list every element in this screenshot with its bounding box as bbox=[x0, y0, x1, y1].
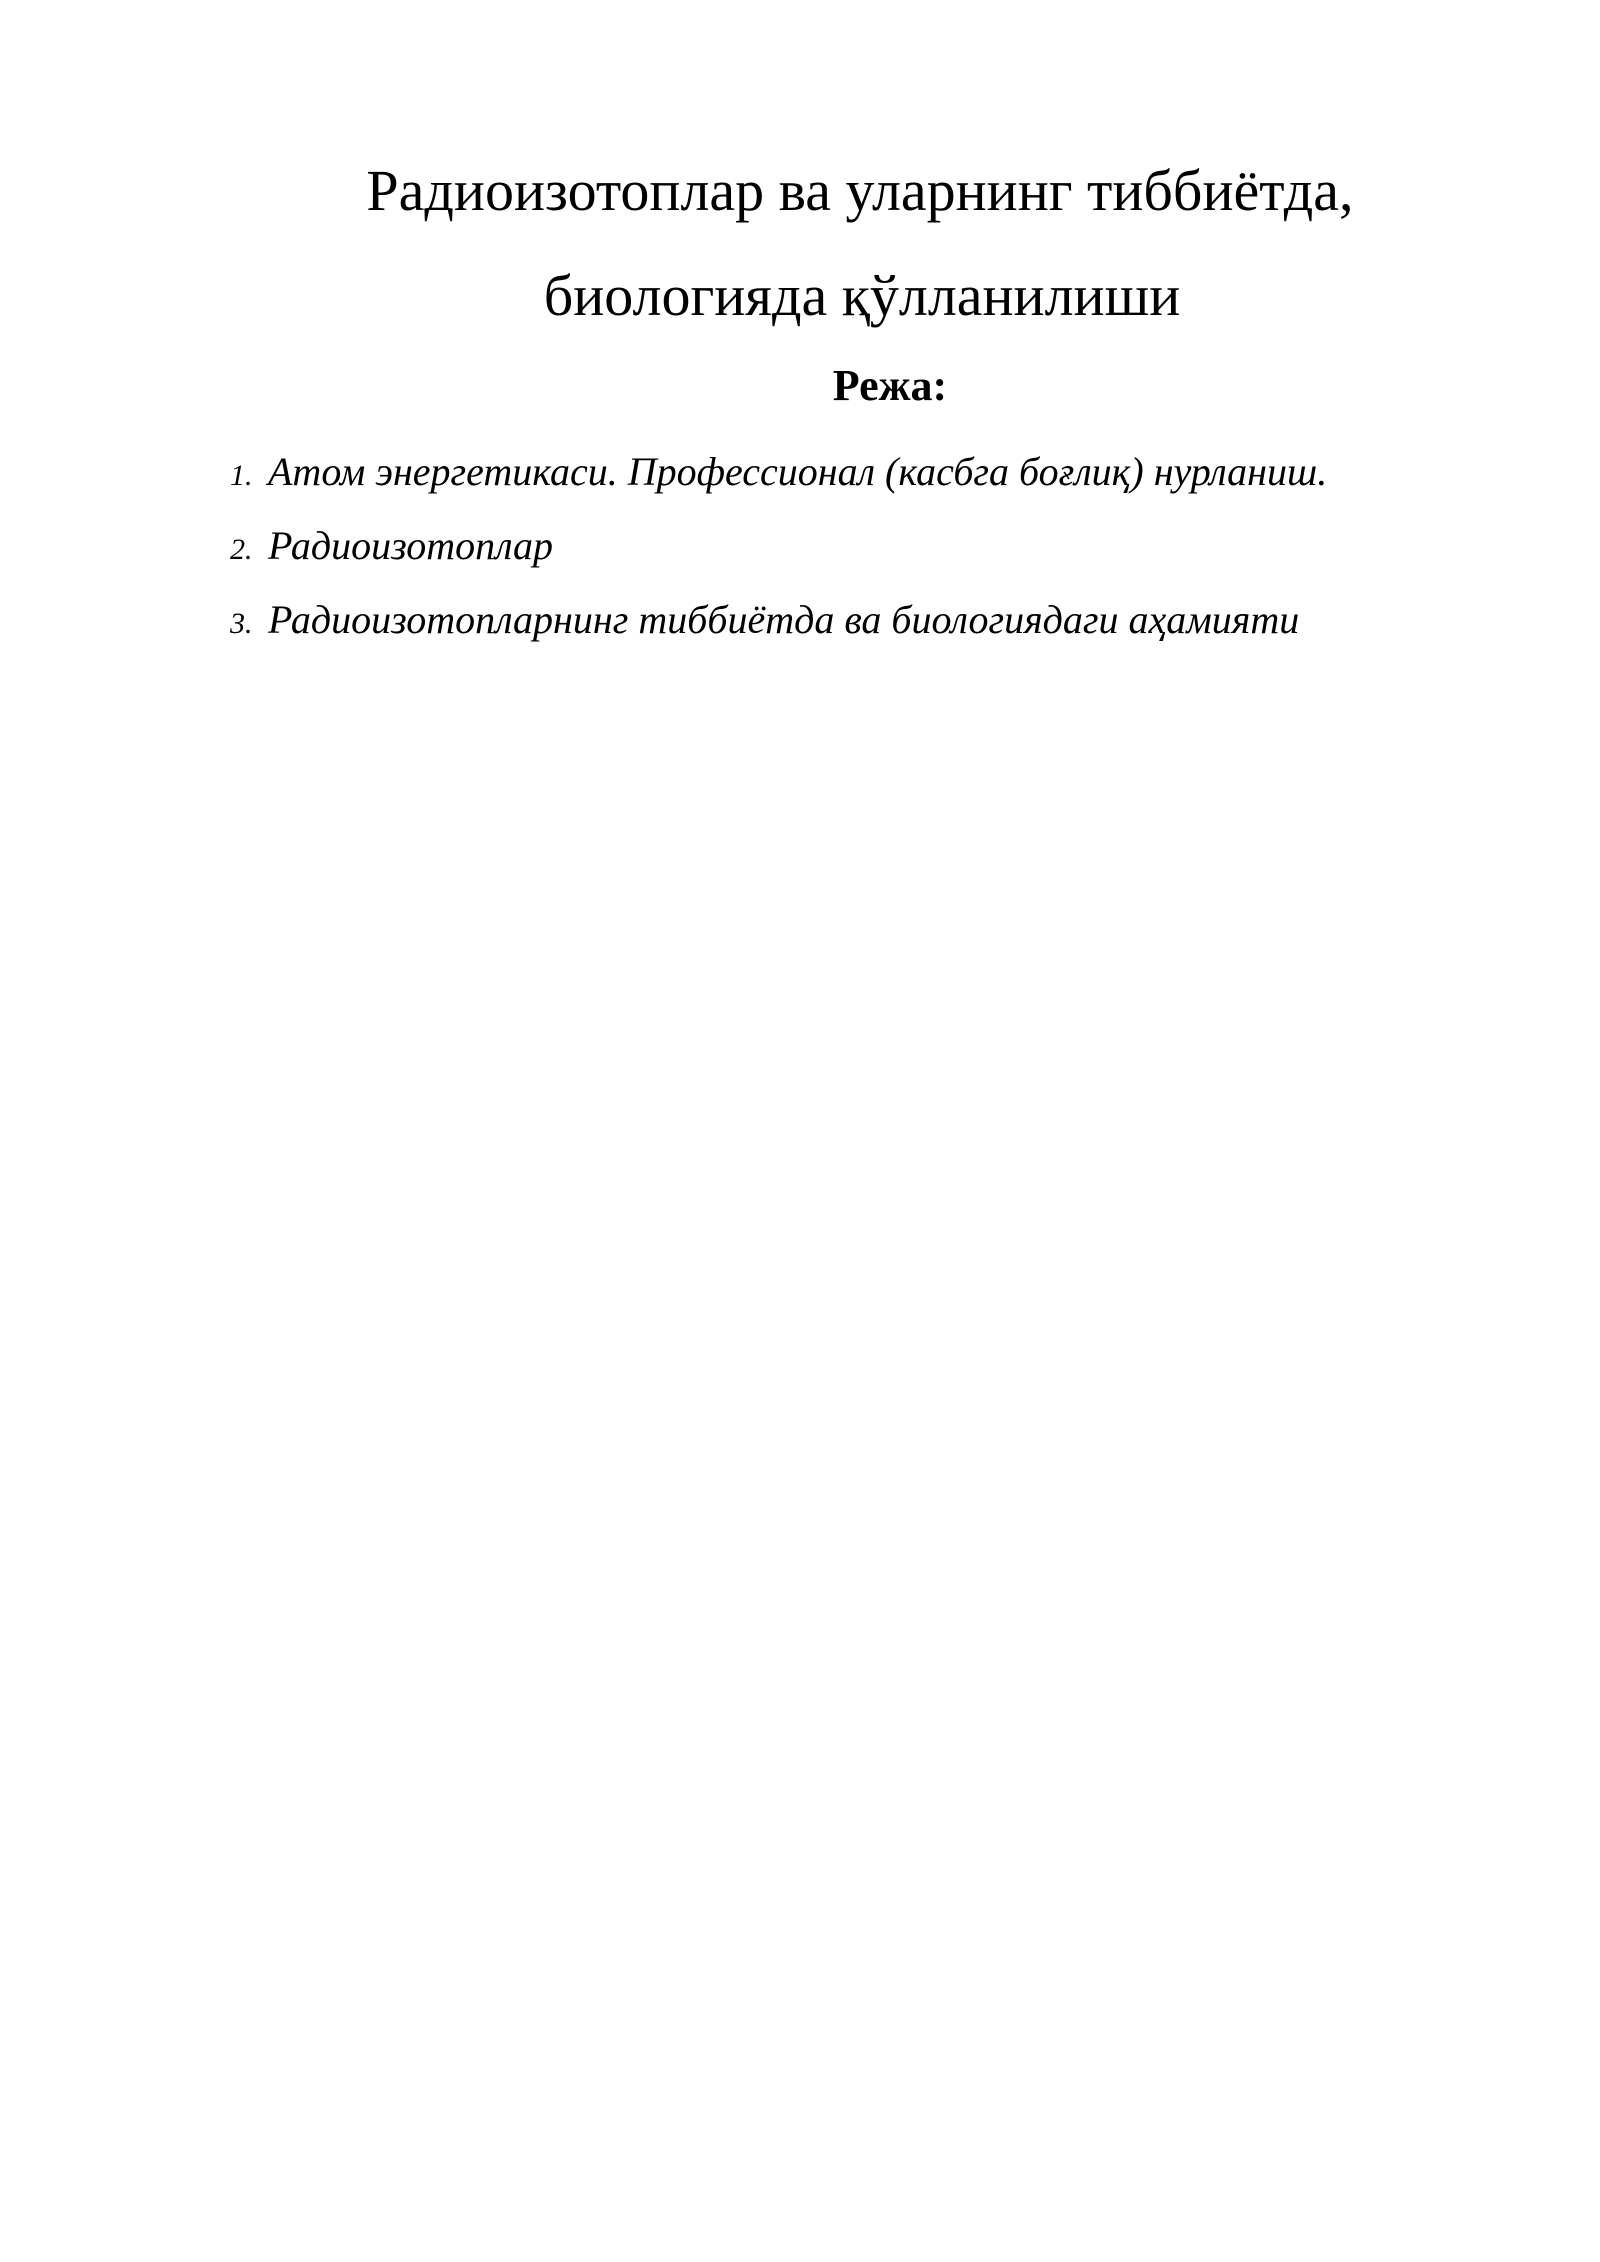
document-title-line-2: биологияда қўлланилиши bbox=[543, 263, 1181, 328]
plan-item bbox=[230, 522, 1327, 596]
document-title-line-1: Радиоизотоплар ва уларнинг тиббиётда, bbox=[366, 158, 1354, 223]
plan-item-text: Радиоизотоплар bbox=[268, 523, 554, 568]
plan-item bbox=[230, 448, 1327, 522]
plan-item-text: Атом энергетикаси. Профессионал (касбга боғлиқ) нурланиш. bbox=[268, 449, 1328, 494]
plan-item-number: 3. bbox=[230, 607, 253, 640]
plan-list bbox=[230, 448, 1327, 670]
plan-item-number: 1. bbox=[230, 459, 253, 492]
plan-item-text: Радиоизотопларнинг тиббиётда ва биологиядаги аҳамияти bbox=[268, 597, 1300, 642]
plan-item bbox=[230, 596, 1327, 670]
plan-item-number: 2. bbox=[230, 533, 253, 566]
plan-heading: Режа: bbox=[832, 361, 948, 410]
